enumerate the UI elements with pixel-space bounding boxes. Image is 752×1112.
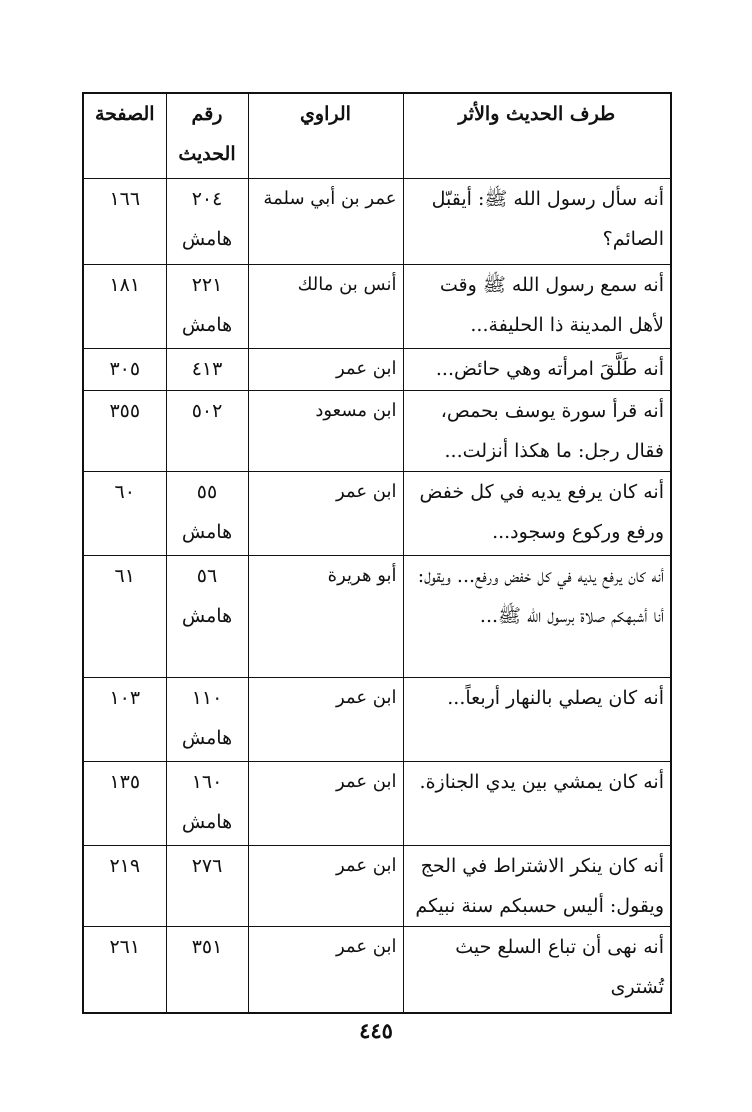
- rawi-cell: ابن مسعود: [248, 391, 403, 472]
- hadith-number: ٤١٣: [191, 358, 223, 380]
- page-cell: ١٦٦: [83, 179, 166, 265]
- header-rawi: الراوي: [248, 93, 403, 179]
- rawi-cell: ابن عمر: [248, 927, 403, 1013]
- atar-cell: أنه كان يرفع يديه في كل خفض ورفع... ويقول: أنا أشبهكم صلاة برسول الله ﷺ...: [403, 556, 671, 678]
- rawi-cell: ابن عمر: [248, 762, 403, 846]
- table-row: [83, 265, 671, 349]
- hadith-number: ٥٦: [196, 565, 218, 587]
- hadith-number-cell: [166, 265, 248, 349]
- atar-cell: أنه قرأ سورة يوسف بحمص، فقال رجل: ما هكذا أنزلت...: [403, 391, 671, 472]
- hadith-number: ٣٥١: [191, 936, 223, 958]
- table-row: [83, 349, 671, 391]
- hadith-number-cell: [166, 179, 248, 265]
- header-hadith-number: رقم الحديث: [166, 93, 248, 179]
- hadith-number-cell: [166, 927, 248, 1013]
- table-row: [83, 391, 671, 472]
- rawi-cell: ابن عمر: [248, 349, 403, 391]
- table-row: [83, 179, 671, 265]
- hadith-number-cell: [166, 678, 248, 762]
- table-header-row: [83, 93, 671, 179]
- page-cell: ٣٥٥: [83, 391, 166, 472]
- hadith-number: ٥٥: [196, 481, 218, 503]
- atar-cell: أنه كان ينكر الاشتراط في الحج ويقول: أليس حسبكم سنة نبيكم: [403, 846, 671, 927]
- rawi-cell: ابن عمر: [248, 472, 403, 556]
- hadith-number: ٢٧٦: [191, 855, 223, 877]
- page-cell: ٦٠: [83, 472, 166, 556]
- hadith-number-cell: [166, 556, 248, 678]
- page-cell: ٢٦١: [83, 927, 166, 1013]
- atar-cell: أنه كان يصلي بالنهار أربعاً...: [403, 678, 671, 762]
- table-row: [83, 472, 671, 556]
- atar-cell: أنه نهى أن تباع السلع حيث تُشترى: [403, 927, 671, 1013]
- hadith-number-cell: [166, 762, 248, 846]
- header-atar: طرف الحديث والأثر: [403, 93, 671, 179]
- hadith-number-cell: [166, 349, 248, 391]
- page-cell: ١٠٣: [83, 678, 166, 762]
- footnote-label: هامش: [181, 727, 233, 749]
- hadith-number-cell: [166, 846, 248, 927]
- rawi-cell: ابن عمر: [248, 846, 403, 927]
- header-page: الصفحة: [83, 93, 166, 179]
- table-row: [83, 556, 671, 678]
- page-cell: ٦١: [83, 556, 166, 678]
- footnote-label: هامش: [181, 314, 233, 336]
- hadith-number-cell: [166, 472, 248, 556]
- rawi-cell: عمر بن أبي سلمة: [248, 179, 403, 265]
- page-number: ٤٤٥: [359, 1018, 393, 1043]
- page-cell: ١٣٥: [83, 762, 166, 846]
- table-row: [83, 678, 671, 762]
- hadith-number: ٢٠٤: [191, 188, 223, 210]
- rawi-cell: أنس بن مالك: [248, 265, 403, 349]
- page-cell: ٣٠٥: [83, 349, 166, 391]
- atar-cell: أنه كان يمشي بين يدي الجنازة.: [403, 762, 671, 846]
- rawi-cell: أبو هريرة: [248, 556, 403, 678]
- hadith-number: ١١٠: [191, 687, 223, 709]
- page-cell: ١٨١: [83, 265, 166, 349]
- hadith-number-cell: [166, 391, 248, 472]
- atar-cell: أنه سأل رسول الله ﷺ: أيقبّل الصائم؟: [403, 179, 671, 265]
- table-row: [83, 927, 671, 1013]
- atar-cell: أنه كان يرفع يديه في كل خفض ورفع وركوع وسجود...: [403, 472, 671, 556]
- hadith-index-table: [82, 92, 672, 1014]
- footnote-label: هامش: [181, 228, 233, 250]
- hadith-number: ٥٠٢: [191, 400, 223, 422]
- footnote-label: هامش: [181, 521, 233, 543]
- atar-cell: أنه سمع رسول الله ﷺ وقت لأهل المدينة ذا الحليفة...: [403, 265, 671, 349]
- hadith-number: ٢٢١: [191, 274, 223, 296]
- table-row: [83, 762, 671, 846]
- footnote-label: هامش: [181, 811, 233, 833]
- hadith-number: ١٦٠: [191, 771, 223, 793]
- footnote-label: هامش: [181, 605, 233, 627]
- rawi-cell: ابن عمر: [248, 678, 403, 762]
- atar-cell: أنه طَلَّقَ امرأته وهي حائض...: [403, 349, 671, 391]
- page-cell: ٢١٩: [83, 846, 166, 927]
- table-row: [83, 846, 671, 927]
